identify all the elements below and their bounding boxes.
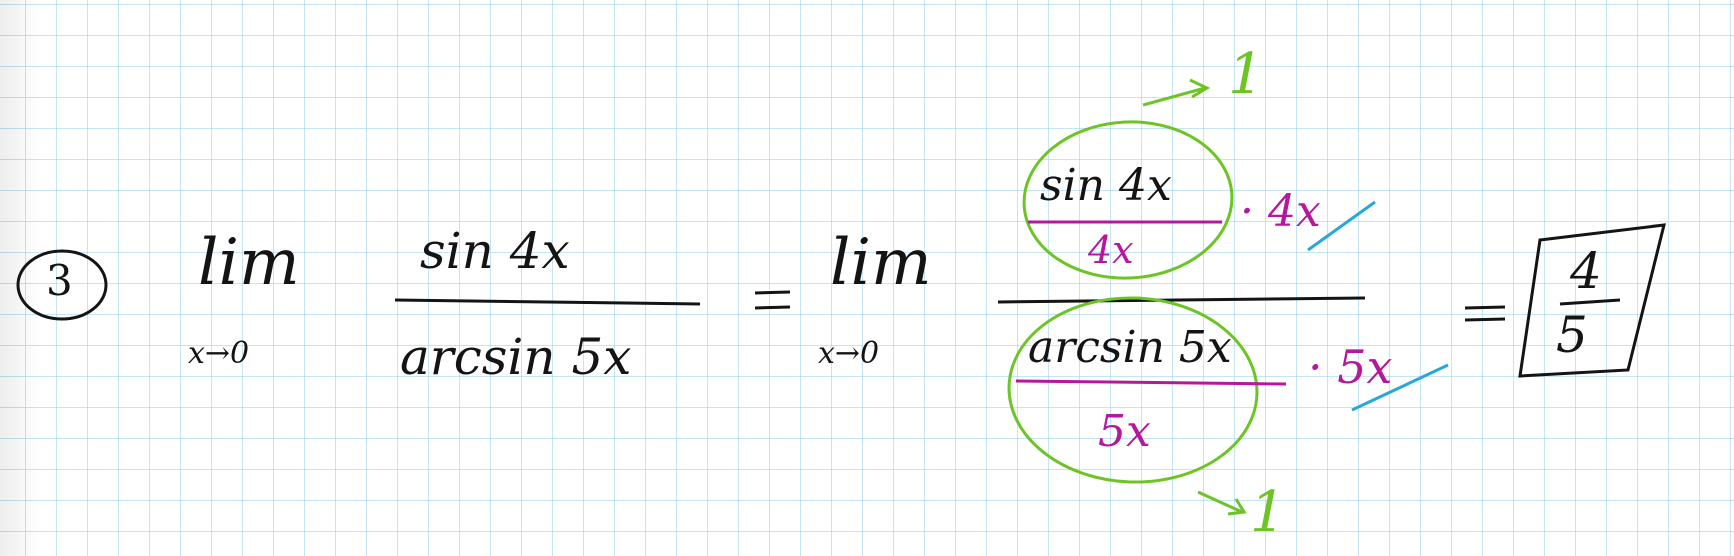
answer-numerator: 4 [1570, 242, 1602, 300]
problem-number: 3 [46, 256, 73, 305]
lhs-lim: lim [198, 226, 300, 300]
top-factor: · 4x [1240, 186, 1321, 237]
bottom-fraction-denominator: 5x [1098, 406, 1151, 457]
bottom-limit-value: 1 [1250, 480, 1286, 545]
lhs-numerator: sin 4x [420, 222, 570, 280]
top-limit-value: 1 [1228, 42, 1264, 107]
bottom-factor: · 5x [1308, 340, 1393, 394]
equals-2 [1465, 307, 1505, 320]
bottom-fraction-numerator: arcsin 5x [1028, 322, 1232, 373]
rhs-lim-subscript: x→0 [818, 336, 880, 371]
top-arrow-icon [1143, 80, 1207, 105]
lhs-fraction-bar [395, 300, 700, 304]
answer-fraction-bar [1560, 300, 1620, 304]
equals-1 [755, 292, 790, 308]
bottom-pink-bar [1016, 381, 1286, 384]
rhs-fraction-bar [998, 298, 1365, 302]
top-fraction-numerator: sin 4x [1040, 160, 1172, 211]
rhs-lim: lim [830, 226, 932, 300]
lhs-lim-subscript: x→0 [188, 336, 250, 371]
answer-denominator: 5 [1556, 306, 1588, 364]
bottom-arrow-icon [1198, 492, 1244, 514]
top-fraction-denominator: 4x [1088, 228, 1134, 272]
lhs-denominator: arcsin 5x [400, 328, 632, 386]
